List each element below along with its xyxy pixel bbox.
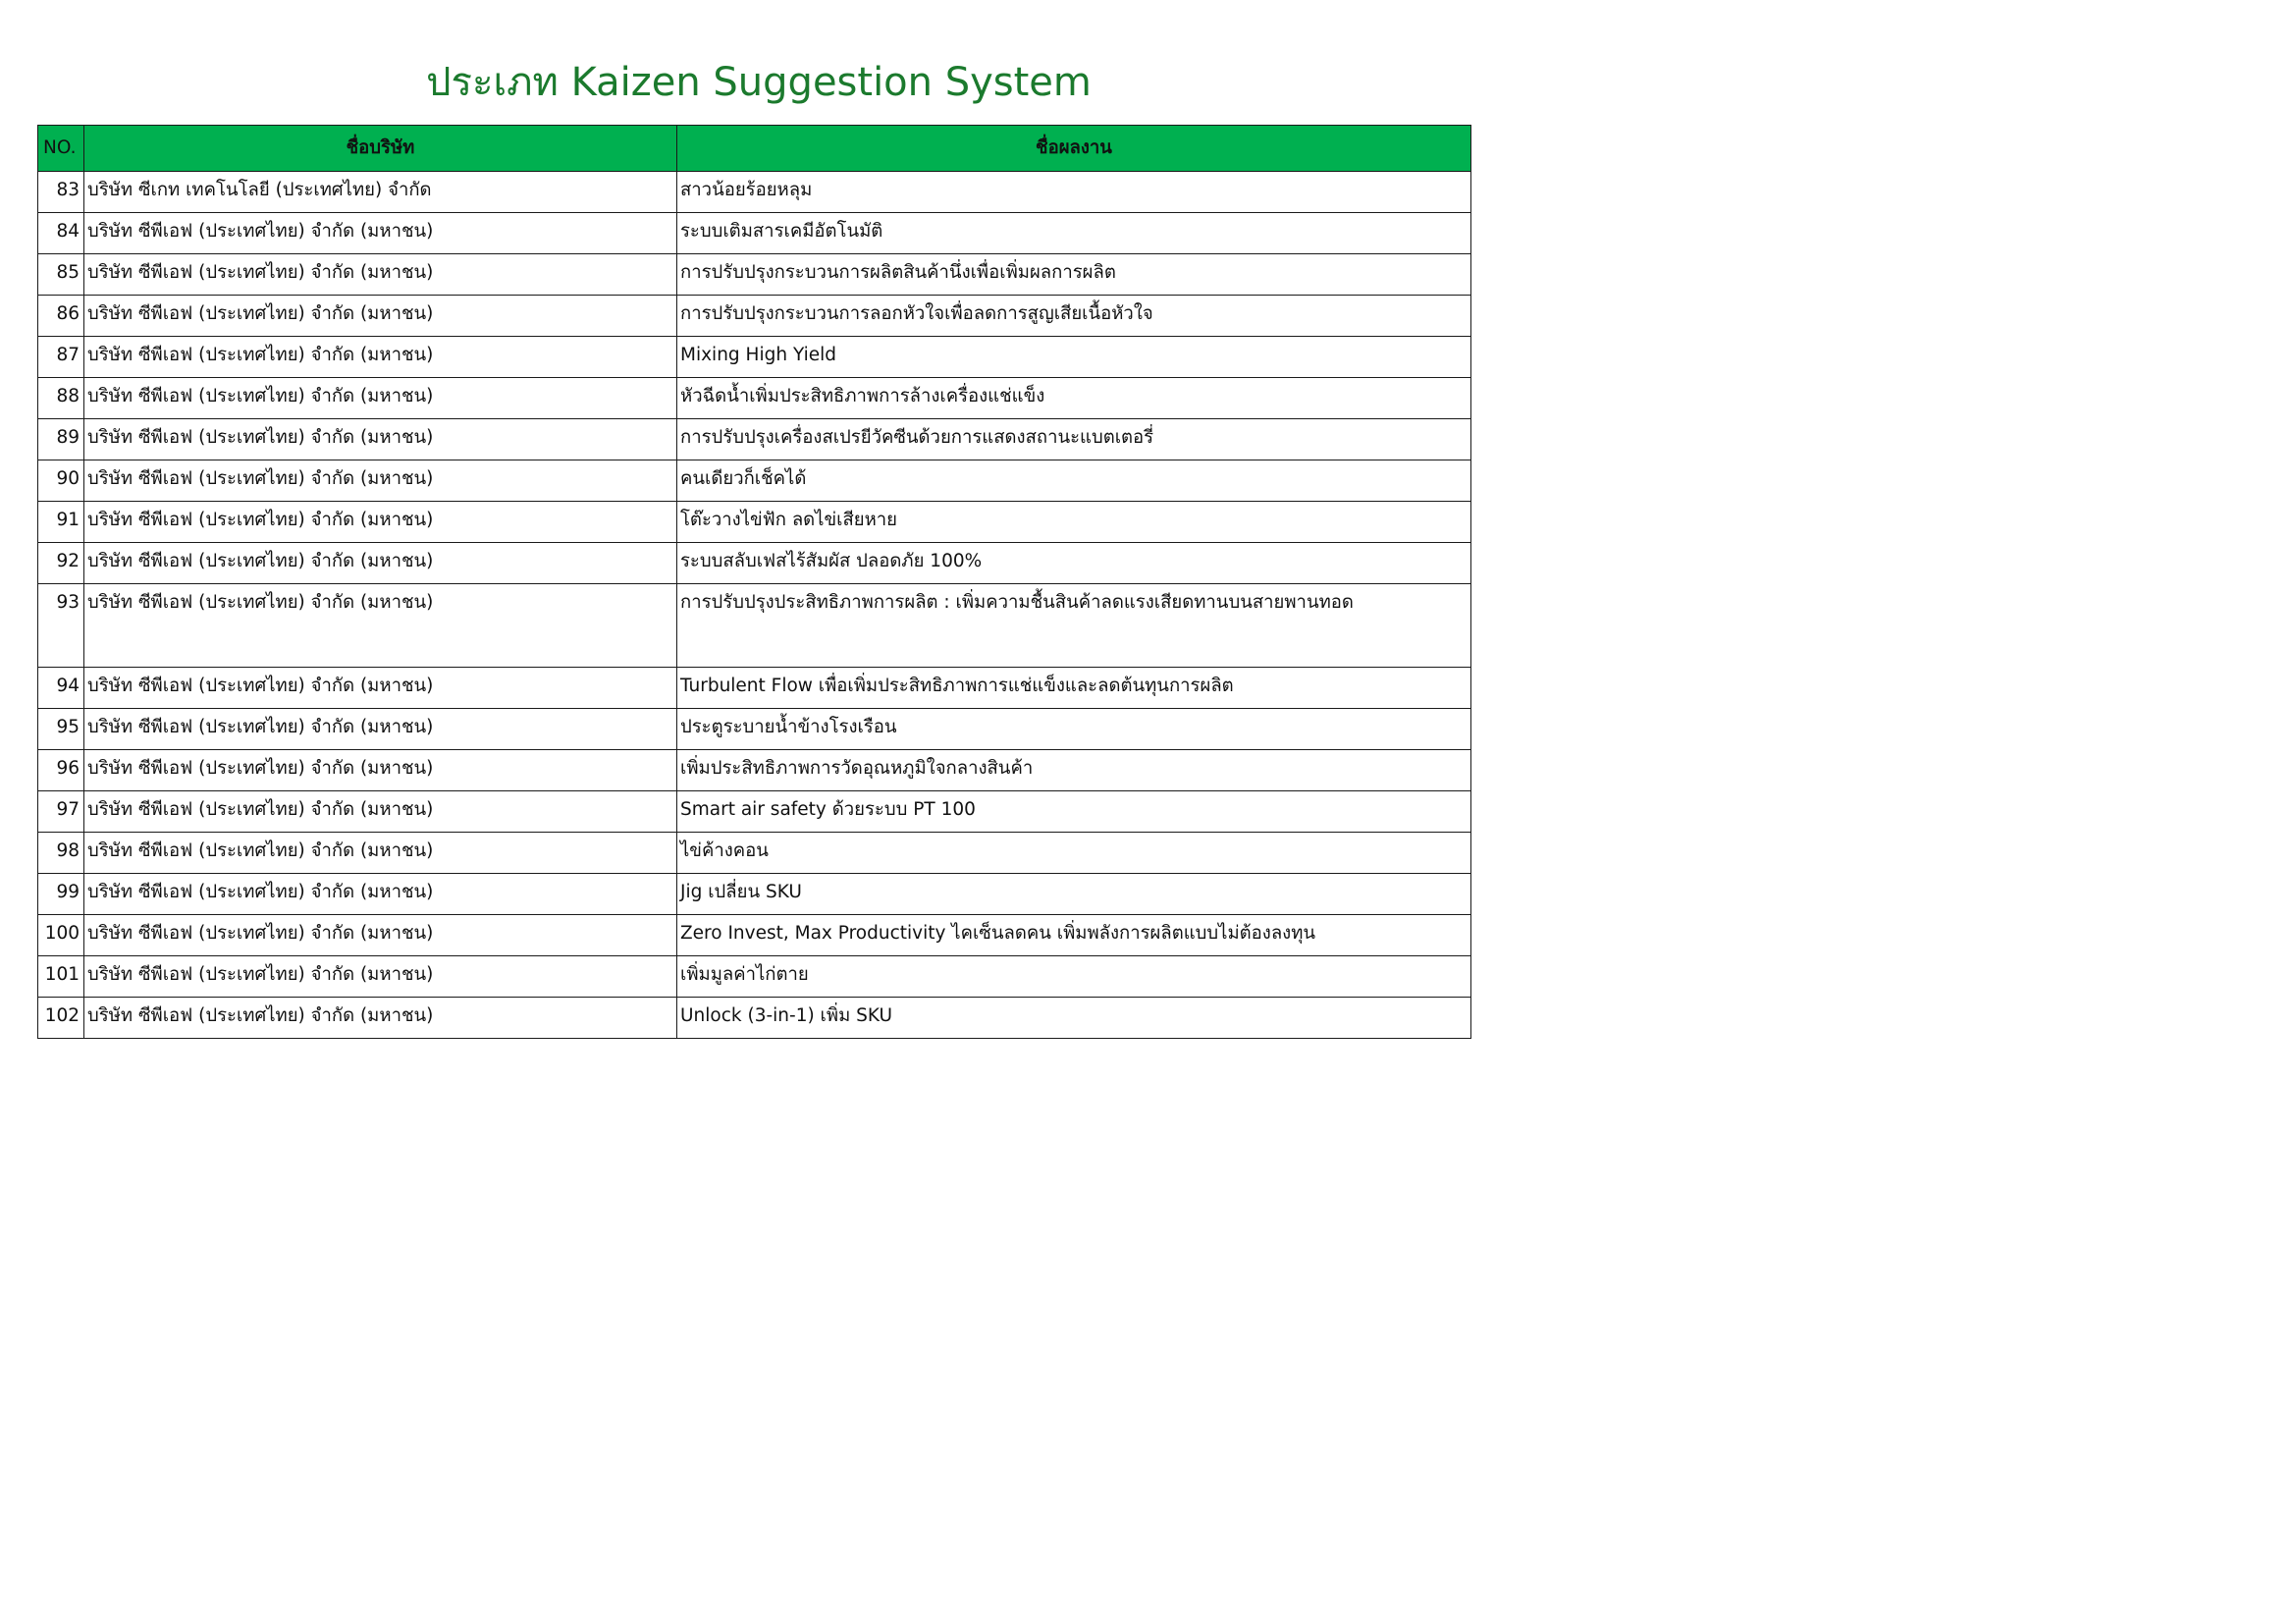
table-row: [38, 584, 1471, 668]
table-row: [38, 337, 1471, 378]
row-number: 98: [38, 833, 84, 874]
row-number: 92: [38, 543, 84, 584]
work-title: คนเดียวก็เช็คได้: [677, 460, 1471, 502]
company-name: บริษัท ซีพีเอฟ (ประเทศไทย) จำกัด (มหาชน): [84, 915, 677, 956]
company-name: บริษัท ซีพีเอฟ (ประเทศไทย) จำกัด (มหาชน): [84, 709, 677, 750]
work-title: ประตูระบายน้ำข้างโรงเรือน: [677, 709, 1471, 750]
row-number: 88: [38, 378, 84, 419]
table-row: [38, 956, 1471, 998]
table-row: [38, 502, 1471, 543]
table-row: [38, 296, 1471, 337]
company-name: บริษัท ซีพีเอฟ (ประเทศไทย) จำกัด (มหาชน): [84, 378, 677, 419]
row-number: 96: [38, 750, 84, 791]
work-title: สาวน้อยร้อยหลุม: [677, 172, 1471, 213]
table-row: [38, 378, 1471, 419]
company-name: บริษัท ซีพีเอฟ (ประเทศไทย) จำกัด (มหาชน): [84, 668, 677, 709]
header-row: [38, 126, 1471, 172]
row-number: 94: [38, 668, 84, 709]
company-name: บริษัท ซีพีเอฟ (ประเทศไทย) จำกัด (มหาชน): [84, 584, 677, 668]
work-title: ระบบสลับเฟสไร้สัมผัส ปลอดภัย 100%: [677, 543, 1471, 584]
company-name: บริษัท ซีเกท เทคโนโลยี (ประเทศไทย) จำกัด: [84, 172, 677, 213]
row-number: 86: [38, 296, 84, 337]
table-row: [38, 750, 1471, 791]
table-row: [38, 172, 1471, 213]
row-number: 99: [38, 874, 84, 915]
work-title: การปรับปรุงกระบวนการผลิตสินค้านึ่งเพื่อเพิ่มผลการผลิต: [677, 254, 1471, 296]
column-header-no: NO.: [38, 126, 84, 172]
row-number: 101: [38, 956, 84, 998]
column-header-work: ชื่อผลงาน: [677, 126, 1471, 172]
row-number: 90: [38, 460, 84, 502]
work-title: เพิ่มประสิทธิภาพการวัดอุณหภูมิใจกลางสินค้า: [677, 750, 1471, 791]
table-body: [38, 172, 1471, 1039]
company-name: บริษัท ซีพีเอฟ (ประเทศไทย) จำกัด (มหาชน): [84, 998, 677, 1039]
company-name: บริษัท ซีพีเอฟ (ประเทศไทย) จำกัด (มหาชน): [84, 337, 677, 378]
table-row: [38, 254, 1471, 296]
column-header-company: ชื่อบริษัท: [84, 126, 677, 172]
row-number: 84: [38, 213, 84, 254]
company-name: บริษัท ซีพีเอฟ (ประเทศไทย) จำกัด (มหาชน): [84, 791, 677, 833]
company-name: บริษัท ซีพีเอฟ (ประเทศไทย) จำกัด (มหาชน): [84, 460, 677, 502]
table-row: [38, 543, 1471, 584]
company-name: บริษัท ซีพีเอฟ (ประเทศไทย) จำกัด (มหาชน): [84, 874, 677, 915]
table-row: [38, 915, 1471, 956]
company-name: บริษัท ซีพีเอฟ (ประเทศไทย) จำกัด (มหาชน): [84, 750, 677, 791]
table-row: [38, 874, 1471, 915]
work-title: ไข่ค้างคอน: [677, 833, 1471, 874]
work-title: การปรับปรุงเครื่องสเปรยีวัคซีนด้วยการแสดงสถานะแบตเตอรี่: [677, 419, 1471, 460]
work-title: Jig เปลี่ยน SKU: [677, 874, 1471, 915]
row-number: 93: [38, 584, 84, 668]
row-number: 83: [38, 172, 84, 213]
row-number: 87: [38, 337, 84, 378]
row-number: 100: [38, 915, 84, 956]
company-name: บริษัท ซีพีเอฟ (ประเทศไทย) จำกัด (มหาชน): [84, 213, 677, 254]
row-number: 97: [38, 791, 84, 833]
row-number: 95: [38, 709, 84, 750]
table-row: [38, 833, 1471, 874]
row-number: 85: [38, 254, 84, 296]
row-number: 102: [38, 998, 84, 1039]
company-name: บริษัท ซีพีเอฟ (ประเทศไทย) จำกัด (มหาชน): [84, 833, 677, 874]
company-name: บริษัท ซีพีเอฟ (ประเทศไทย) จำกัด (มหาชน): [84, 543, 677, 584]
work-title: หัวฉีดน้ำเพิ่มประสิทธิภาพการล้างเครื่องแช่แข็ง: [677, 378, 1471, 419]
work-title: Turbulent Flow เพื่อเพิ่มประสิทธิภาพการแช่แข็งและลดต้นทุนการผลิต: [677, 668, 1471, 709]
row-number: 89: [38, 419, 84, 460]
table-row: [38, 213, 1471, 254]
table-row: [38, 419, 1471, 460]
work-title: Zero Invest, Max Productivity ไคเซ็นลดคน เพิ่มพลังการผลิตแบบไม่ต้องลงทุน: [677, 915, 1471, 956]
work-title: การปรับปรุงประสิทธิภาพการผลิต : เพิ่มความชื้นสินค้าลดแรงเสียดทานบนสายพานทอด: [677, 584, 1471, 668]
work-title: Unlock (3-in-1) เพิ่ม SKU: [677, 998, 1471, 1039]
work-title: เพิ่มมูลค่าไก่ตาย: [677, 956, 1471, 998]
table-row: [38, 668, 1471, 709]
company-name: บริษัท ซีพีเอฟ (ประเทศไทย) จำกัด (มหาชน): [84, 296, 677, 337]
work-title: Smart air safety ด้วยระบบ PT 100: [677, 791, 1471, 833]
table-row: [38, 791, 1471, 833]
table-header: [38, 126, 1471, 172]
work-title: Mixing High Yield: [677, 337, 1471, 378]
company-name: บริษัท ซีพีเอฟ (ประเทศไทย) จำกัด (มหาชน): [84, 502, 677, 543]
company-name: บริษัท ซีพีเอฟ (ประเทศไทย) จำกัด (มหาชน): [84, 956, 677, 998]
work-title: การปรับปรุงกระบวนการลอกหัวใจเพื่อลดการสูญเสียเนื้อหัวใจ: [677, 296, 1471, 337]
work-title: ระบบเติมสารเคมีอัตโนมัติ: [677, 213, 1471, 254]
table-row: [38, 460, 1471, 502]
company-name: บริษัท ซีพีเอฟ (ประเทศไทย) จำกัด (มหาชน): [84, 254, 677, 296]
row-number: 91: [38, 502, 84, 543]
page-title: ประเภท Kaizen Suggestion System: [426, 60, 1092, 105]
company-name: บริษัท ซีพีเอฟ (ประเทศไทย) จำกัด (มหาชน): [84, 419, 677, 460]
work-title: โต๊ะวางไข่ฟัก ลดไข่เสียหาย: [677, 502, 1471, 543]
table-row: [38, 998, 1471, 1039]
table-row: [38, 709, 1471, 750]
results-table: [37, 125, 1471, 1039]
